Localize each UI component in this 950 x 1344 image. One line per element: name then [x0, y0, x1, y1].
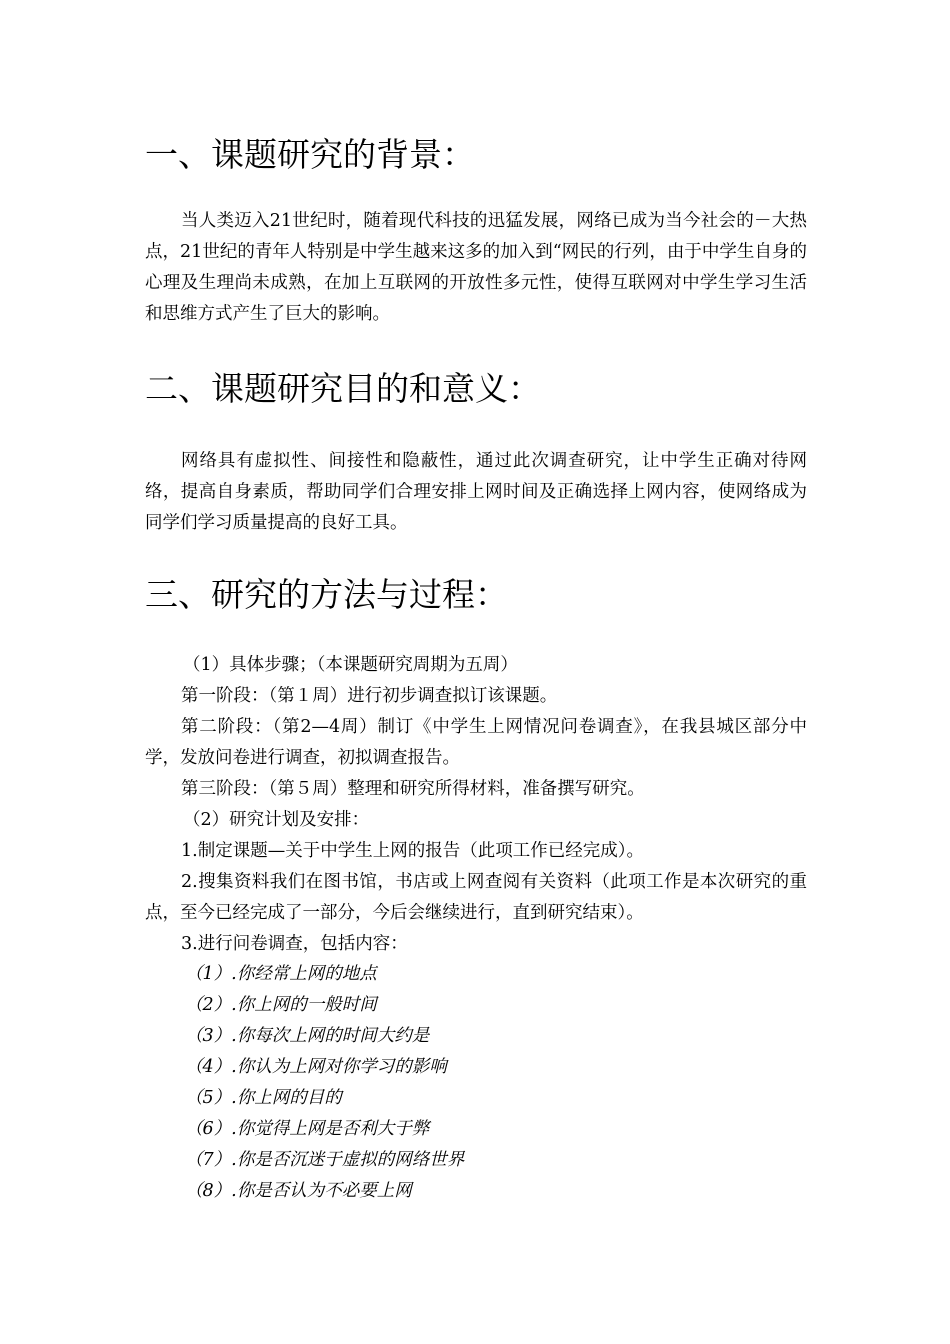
plan-item-1: 1.制定课题—关于中学生上网的报告（此项工作已经完成）。 [181, 841, 644, 861]
plan-title: （2）研究计划及安排： [183, 810, 370, 830]
stage-3: 第三阶段：（第５周）整理和研究所得材料，准备撰写研究。 [181, 779, 645, 799]
question-item-6: （6）.你觉得上网是否利大于弊 [185, 1119, 430, 1139]
question-item-7: （7）.你是否沉迷于虚拟的网络世界 [185, 1150, 465, 1170]
question-item-8: （8）.你是否认为不必要上网 [185, 1181, 412, 1201]
stage-1: 第一阶段：（第１周）进行初步调查拟订该课题。 [181, 686, 558, 706]
steps-title: （1）具体步骤；（本课题研究周期为五周） [183, 655, 518, 675]
question-item-5: （5）.你上网的目的 [185, 1088, 342, 1108]
question-item-2: （2）.你上网的一般时间 [185, 995, 377, 1015]
section-2-heading: 二、课题研究目的和意义： [145, 369, 541, 408]
question-item-3: （3）.你每次上网的时间大约是 [185, 1026, 430, 1046]
section-1-paragraph: 当人类迈入21世纪时，随着现代科技的迅猛发展，网络已成为当今社会的－大热点，21世纪的青年人特别是中学生越来这多的加入到“网民的行列，由于中学生自身的心理及生理尚未成熟，在加上互联网的开放性多元性，使得互联网对中学生学习生活和思维方式产生了巨大的影响。 [145, 211, 807, 324]
plan-item-3: 3.进行问卷调查，包括内容： [181, 934, 408, 954]
question-item-4: （4）.你认为上网对你学习的影响 [185, 1057, 447, 1077]
question-item-1: （1）.你经常上网的地点 [185, 964, 377, 984]
plan-item-2: 2.搜集资料我们在图书馆，书店或上网查阅有关资料（此项工作是本次研究的重点，至今已经完成了一部分，今后会继续进行，直到研究结束）。 [145, 872, 807, 923]
section-2-paragraph: 网络具有虚拟性、间接性和隐蔽性，通过此次调查研究，让中学生正确对待网络，提高自身素质，帮助同学们合理安排上网时间及正确选择上网内容，使网络成为同学们学习质量提高的良好工具。 [145, 451, 807, 533]
section-3-heading: 三、研究的方法与过程： [145, 575, 508, 614]
stage-2: 第二阶段：（第2—4周）制订《中学生上网情况问卷调查》，在我县城区部分中学，发放问卷进行调查，初拟调查报告。 [145, 717, 807, 768]
section-1-heading: 一、课题研究的背景： [145, 135, 475, 174]
